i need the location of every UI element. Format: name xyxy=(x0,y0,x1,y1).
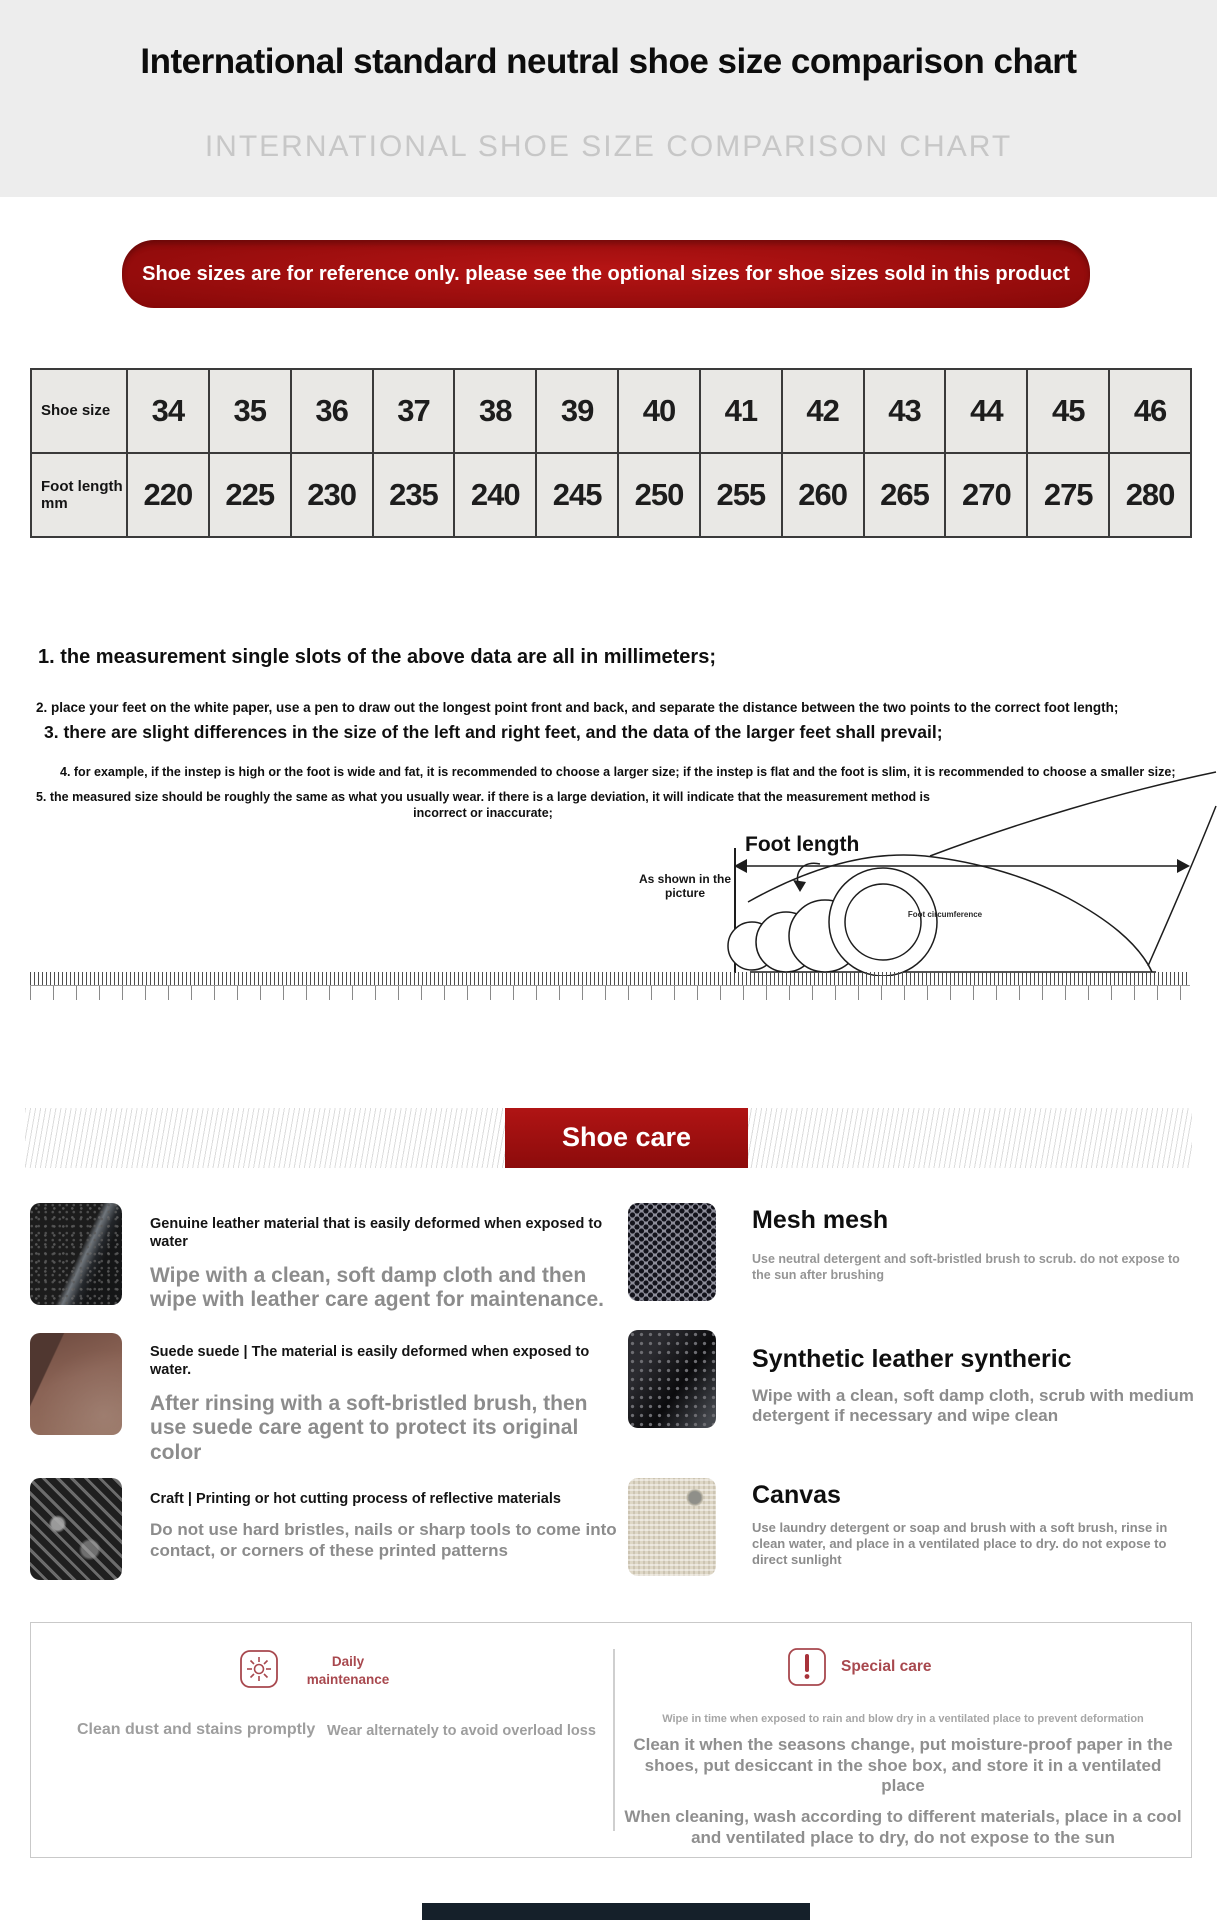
care-item-title: Canvas xyxy=(752,1481,841,1509)
table-cell: 265 xyxy=(864,453,946,537)
reflective-print-texture-image xyxy=(30,1478,122,1580)
care-item-body: Use laundry detergent or soap and brush with a soft brush, rinse in clean water, and place in a ventilated place to dry. do not expose to direct sunlight xyxy=(752,1519,1168,1567)
table-cell: 45 xyxy=(1027,369,1109,453)
table-cell: 44 xyxy=(945,369,1027,453)
measurement-note-3: 3. there are slight differences in the size of the left and right feet, and the data of the larger feet shall prevail; xyxy=(44,722,943,742)
care-item-text xyxy=(752,1478,1202,1568)
table-cell: 280 xyxy=(1109,453,1191,537)
as-shown-label: As shown in the picture xyxy=(638,872,731,901)
table-cell: 235 xyxy=(373,453,455,537)
hero-header xyxy=(0,0,1217,197)
table-cell: 220 xyxy=(127,453,209,537)
canvas-texture-image xyxy=(628,1478,716,1576)
measurement-note-2: 2. place your feet on the white paper, use a pen to draw out the longest point front and back, and separate the distance between the two points to the correct foot length; xyxy=(36,700,1119,715)
table-cell: 230 xyxy=(291,453,373,537)
table-cell: 35 xyxy=(209,369,291,453)
daily-maintenance-header xyxy=(239,1649,403,1689)
care-item-title: Synthetic leather syntheric xyxy=(752,1345,1072,1373)
table-cell: 255 xyxy=(700,453,782,537)
table-row xyxy=(31,369,1191,453)
care-item-reflective-print xyxy=(30,1478,622,1580)
measurement-note-5: 5. the measured size should be roughly the same as what you usually wear. if there is a large deviation, it will indicate that the measurement method is incorrect or inaccurate; xyxy=(35,790,930,820)
footer-bar xyxy=(422,1903,810,1920)
row-header-shoe-size: Shoe size xyxy=(31,369,127,453)
table-cell: 42 xyxy=(782,369,864,453)
daily-tip: Clean dust and stains promptly xyxy=(77,1721,316,1738)
page-title: International standard neutral shoe size comparison chart xyxy=(140,42,1077,81)
row-header-foot-length: Foot length mm xyxy=(31,453,127,537)
table-cell: 37 xyxy=(373,369,455,453)
table-cell: 225 xyxy=(209,453,291,537)
care-item-canvas xyxy=(628,1478,1208,1576)
table-cell: 250 xyxy=(618,453,700,537)
table-cell: 46 xyxy=(1109,369,1191,453)
table-cell: 43 xyxy=(864,369,946,453)
care-item-body: Do not use hard bristles, nails or sharp tools to come into contact, or corners of these printed patterns xyxy=(150,1520,617,1560)
care-item-title: Craft | Printing or hot cutting process of reflective materials xyxy=(150,1491,561,1507)
table-cell: 41 xyxy=(700,369,782,453)
measurement-note-1: 1. the measurement single slots of the above data are all in millimeters; xyxy=(38,646,716,668)
special-care-tip: When cleaning, wash according to different materials, place in a cool and ventilated place to dry, do not expose to the sun xyxy=(624,1807,1182,1847)
exclamation-icon xyxy=(787,1647,827,1687)
care-item-text xyxy=(752,1203,1192,1283)
table-cell: 34 xyxy=(127,369,209,453)
special-care-tip: Wipe in time when exposed to rain and blow dry in a ventilated place to prevent deformation xyxy=(662,1713,1144,1725)
care-item-body: Wipe with a clean, soft damp cloth and then wipe with leather care agent for maintenance. xyxy=(150,1264,604,1312)
care-item-synthetic-leather xyxy=(628,1330,1204,1428)
care-item-title: Genuine leather material that is easily deformed when exposed to water xyxy=(150,1216,603,1251)
toes-sketch xyxy=(728,868,937,976)
ruler xyxy=(30,972,1190,999)
care-item-title: Suede suede | The material is easily deformed when exposed to water. xyxy=(150,1344,590,1379)
table-cell: 39 xyxy=(536,369,618,453)
care-item-genuine-leather xyxy=(30,1203,620,1313)
table-row xyxy=(31,453,1191,537)
panel-divider xyxy=(613,1649,615,1831)
special-care-label: Special care xyxy=(841,1658,932,1675)
table-cell: 275 xyxy=(1027,453,1109,537)
care-item-text xyxy=(150,1478,622,1561)
foot-length-label: Foot length xyxy=(745,833,860,856)
ruler-coarse-ticks xyxy=(30,985,1190,1000)
maintenance-panel xyxy=(30,1622,1192,1858)
table-cell: 40 xyxy=(618,369,700,453)
mesh-texture-image xyxy=(628,1203,716,1301)
care-item-text xyxy=(752,1330,1202,1426)
synthetic-leather-texture-image xyxy=(628,1330,716,1428)
care-item-title: Mesh mesh xyxy=(752,1206,889,1234)
daily-maintenance-label: Daily maintenance xyxy=(306,1654,390,1687)
care-item-mesh xyxy=(628,1203,1198,1301)
daily-tip: Wear alternately to avoid overload loss xyxy=(327,1723,596,1739)
special-care-header xyxy=(787,1647,931,1687)
care-item-text xyxy=(150,1203,620,1313)
table-cell: 260 xyxy=(782,453,864,537)
arrowhead-right xyxy=(1177,859,1190,873)
foot-circumference-label: Foot circumference xyxy=(907,910,983,919)
care-item-text xyxy=(150,1333,620,1465)
table-cell: 38 xyxy=(454,369,536,453)
circumference-arrowhead xyxy=(793,880,806,892)
leather-texture-image xyxy=(30,1203,122,1305)
sun-icon xyxy=(239,1649,279,1689)
shoe-care-banner: Shoe care xyxy=(505,1108,748,1168)
page-subtitle: INTERNATIONAL SHOE SIZE COMPARISON CHART xyxy=(204,130,1013,163)
size-disclaimer-banner: Shoe sizes are for reference only. please see the optional sizes for shoe sizes sold in this product xyxy=(122,240,1090,308)
table-cell: 245 xyxy=(536,453,618,537)
table-cell: 240 xyxy=(454,453,536,537)
care-item-body: After rinsing with a soft-bristled brush, then use suede care agent to protect its original color xyxy=(150,1392,588,1464)
measurement-note-4: 4. for example, if the instep is high or the foot is wide and fat, it is recommended to choose a larger size; if the instep is flat and the foot is slim, it is recommended to choose a smaller size; xyxy=(60,765,1176,779)
table-cell: 270 xyxy=(945,453,1027,537)
special-care-tip: Clean it when the seasons change, put moisture-proof paper in the shoes, put desiccant in the shoe box, and store it in a ventilated place xyxy=(633,1735,1173,1796)
suede-texture-image xyxy=(30,1333,122,1435)
care-item-suede xyxy=(30,1333,620,1465)
table-cell: 36 xyxy=(291,369,373,453)
size-comparison-table xyxy=(30,368,1192,538)
care-item-body: Wipe with a clean, soft damp cloth, scrub with medium detergent if necessary and wipe clean xyxy=(752,1385,1194,1425)
ruler-fine-ticks xyxy=(30,972,1190,985)
care-item-body: Use neutral detergent and soft-bristled brush to scrub. do not expose to the sun after brushing xyxy=(752,1251,1180,1282)
